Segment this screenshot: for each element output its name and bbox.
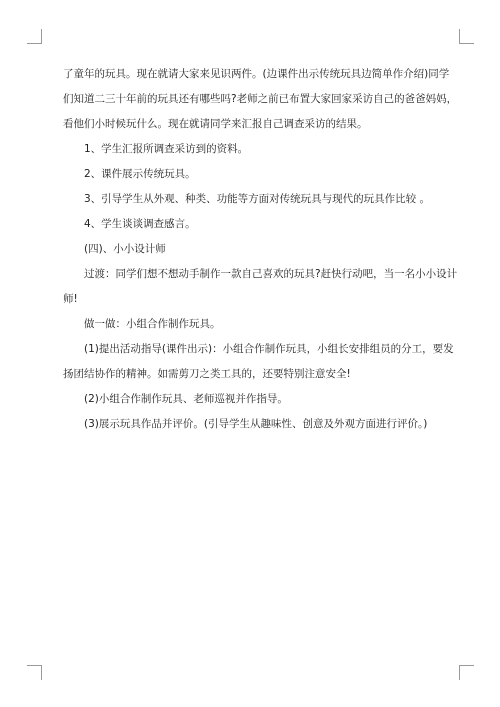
list-item: 2、课件展示传统玩具。: [84, 168, 196, 180]
paragraph-line: 了童年的玩具。现在就请大家来见识两件。(边课件出示传统玩具边简单作介绍)同学: [63, 68, 450, 80]
list-item: 3、引导学生从外观、种类、功能等方面对传统玩具与现代的玩具作比较 。: [84, 193, 431, 205]
paragraph-line: 扬团结协作的精神。如需剪刀之类工具的，还要特别注意安全!: [63, 368, 351, 380]
crop-mark-bottom-left: [27, 665, 42, 680]
list-item: (3)展示玩具作品并评价。(引导学生从趣味性、创意及外观方面进行评价。): [84, 418, 428, 430]
paragraph-line: 看他们小时候玩什么。现在就请同学来汇报自己调查采访的结果。: [63, 118, 368, 130]
crop-mark-top-right: [459, 29, 474, 44]
paragraph-line: 师!: [63, 293, 78, 305]
crop-mark-top-left: [27, 29, 42, 44]
list-item: 4、学生谈谈调查感言。: [84, 218, 196, 230]
list-item: 1、学生汇报所调查采访到的资料。: [84, 143, 249, 155]
list-item: (2)小组合作制作玩具、老师巡视并作指导。: [84, 393, 288, 405]
paragraph-line: 们知道二三十年前的玩具还有哪些吗?老师之前已布置大家回家采访自己的爸爸妈妈，: [63, 93, 458, 105]
section-heading: (四)、小小设计师: [84, 243, 166, 255]
paragraph-line: 做一做：小组合作制作玩具。: [84, 318, 221, 330]
document-body: [63, 62, 458, 437]
crop-mark-bottom-right: [459, 665, 474, 680]
paragraph-line: 过渡：同学们想不想动手制作一款自己喜欢的玩具?赶快行动吧，当一名小小设计: [84, 268, 458, 280]
list-item: (1)提出活动指导(课件出示)：小组合作制作玩具，小组长安排组员的分工，要发: [84, 343, 454, 355]
